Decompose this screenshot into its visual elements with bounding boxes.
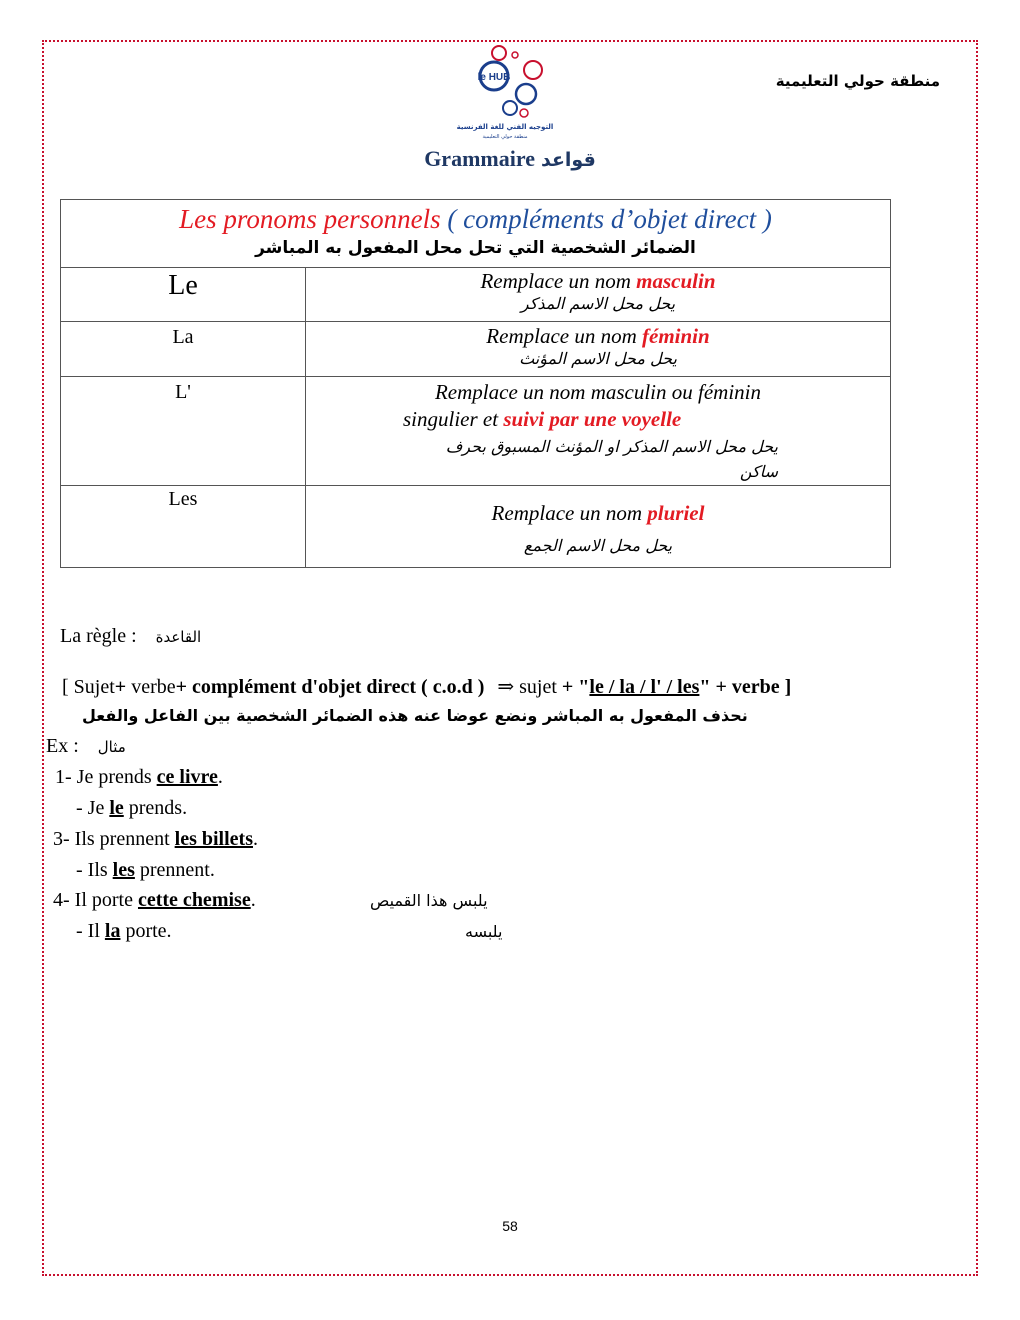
rule-highlight: masculin: [636, 269, 716, 293]
page-number: 58: [502, 1218, 518, 1234]
pronoun-cell: [61, 322, 306, 377]
answer-end: porte.: [120, 920, 172, 942]
pronoun-table: [60, 199, 891, 568]
answer-pronoun: la: [104, 920, 121, 942]
pronoun-cell: [61, 377, 306, 486]
answer-end: prends.: [123, 797, 188, 819]
formula-pronouns: le / la / l' / les: [589, 676, 700, 698]
example-sentence: [53, 889, 256, 912]
formula-sujet: sujet: [514, 676, 562, 698]
page-title: [380, 146, 640, 172]
example-text: 3- Ils prennent: [53, 828, 175, 850]
examples-label-ar: مثال: [97, 738, 126, 756]
answer-end: prennent.: [134, 859, 215, 881]
rule-ar: يحل محل الاسم المذكر: [520, 294, 676, 313]
formula-plus: +: [114, 676, 127, 698]
rule-cell: [306, 268, 891, 322]
table-title-part1: Les pronoms personnels: [179, 204, 441, 234]
example-end: .: [252, 828, 258, 850]
formula-cod: + complément d'objet direct ( c.o.d ): [175, 676, 485, 698]
answer-text: - Je: [76, 797, 110, 819]
rule-ar: يحل محل الاسم المؤنث: [519, 349, 677, 368]
example-cod: ce livre: [156, 766, 218, 788]
answer-text: - Il: [76, 920, 105, 942]
rule-ar-line2: ساكن: [739, 462, 778, 481]
example-text: 4- Il porte: [53, 889, 138, 911]
rule-cell: [306, 322, 891, 377]
rule-label-ar: القاعدة: [155, 628, 202, 646]
rule-text: Remplace un nom: [480, 269, 637, 293]
example-answer: [76, 920, 172, 943]
rule-label: [60, 625, 201, 648]
table-title-part2: ( compléments d’objet direct ): [447, 204, 772, 234]
title-fr: Grammaire: [424, 146, 535, 171]
example-cod: cette chemise: [137, 889, 251, 911]
formula-close: " + verbe ]: [699, 676, 792, 698]
rule-highlight: féminin: [642, 324, 710, 348]
example-answer: [76, 859, 215, 882]
region-label: منطقة حولي التعليمية: [775, 72, 940, 90]
answer-ar: يلبسه: [465, 922, 503, 941]
rule-cell: [306, 486, 891, 568]
logo-text: le HUB: [477, 72, 511, 83]
answer-text: - Ils: [76, 859, 113, 881]
pronoun-cell: [61, 486, 306, 568]
rule-highlight: suivi par une voyelle: [503, 407, 682, 431]
formula-open: [ Sujet: [62, 676, 115, 698]
examples-label-fr: Ex :: [46, 735, 79, 757]
example-cod: les billets: [174, 828, 253, 850]
formula-verbe: verbe: [126, 676, 176, 698]
answer-pronoun: les: [112, 859, 135, 881]
table-header: [61, 200, 891, 268]
pronoun-le: Le: [168, 270, 198, 301]
rule-cell: [306, 377, 891, 486]
table-title-ar: الضمائر الشخصية التي تحل محل المفعول به المباشر: [255, 238, 696, 258]
rule-formula: [62, 674, 791, 699]
rule-ar: يحل محل الاسم المذكر او المؤنث المسبوق بحرف: [445, 437, 778, 456]
arrow-icon: ⇒: [497, 676, 515, 698]
rule-text: Remplace un nom: [486, 324, 643, 348]
table-title-fr: [61, 202, 890, 236]
rule-highlight: pluriel: [647, 501, 705, 525]
answer-pronoun: le: [109, 797, 124, 819]
pronoun-cell: [61, 268, 306, 322]
logo-caption: التوجيه الفني للغة الفرنسية: [456, 123, 554, 131]
rule-ar: نحذف المفعول به المباشر ونضع عوضا عنه هذه الضمائر الشخصية بين الفاعل والفعل: [82, 706, 748, 725]
rule-label-fr: La règle :: [60, 625, 137, 647]
example-end: .: [250, 889, 256, 911]
examples-label: [46, 735, 126, 758]
pronoun-l: L': [175, 381, 191, 403]
pronoun-les: Les: [168, 488, 198, 510]
example-sentence: [55, 766, 223, 789]
rule-ar: يحل محل الاسم الجمع: [523, 536, 673, 555]
pronoun-la: La: [172, 326, 194, 348]
formula-plus-quote: + ": [561, 676, 590, 698]
title-ar: قواعد: [540, 149, 596, 171]
example-ar: يلبس هذا القميص: [370, 891, 488, 910]
rule-text: singulier et: [403, 407, 504, 431]
example-sentence: [53, 828, 258, 851]
example-answer: [76, 797, 187, 820]
rule-text: Remplace un nom: [491, 501, 648, 525]
logo-subcaption: منطقة حولي التعليمية: [482, 134, 528, 140]
example-text: 1- Je prends: [55, 766, 157, 788]
rule-text-line1: Remplace un nom masculin ou féminin: [434, 380, 762, 404]
example-end: .: [217, 766, 223, 788]
